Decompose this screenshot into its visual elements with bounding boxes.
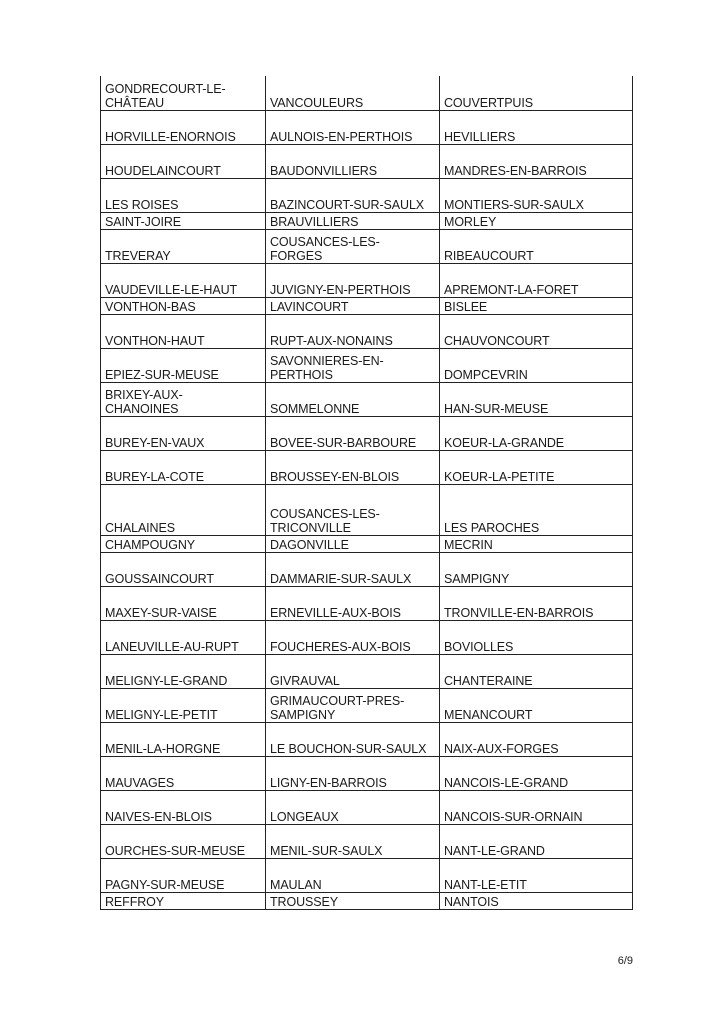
table-cell-col1: BUREY-LA-COTE <box>101 450 266 484</box>
table-row <box>101 212 633 229</box>
table-row <box>101 586 633 620</box>
table-cell-col2: MAULAN <box>266 858 440 892</box>
table-row <box>101 688 633 722</box>
table-cell-col1: HOUDELAINCOURT <box>101 144 266 178</box>
table-cell-col2: VANCOULEURS <box>266 76 440 110</box>
table-cell-col2: DAMMARIE-SUR-SAULX <box>266 552 440 586</box>
table-cell-col2: COUSANCES-LES- TRICONVILLE <box>266 484 440 535</box>
table-cell-col3: NANCOIS-SUR-ORNAIN <box>440 790 633 824</box>
table-row <box>101 450 633 484</box>
table-cell-col2: JUVIGNY-EN-PERTHOIS <box>266 263 440 297</box>
table-cell-col2: AULNOIS-EN-PERTHOIS <box>266 110 440 144</box>
table-row <box>101 348 633 382</box>
table-cell-col2: BAUDONVILLIERS <box>266 144 440 178</box>
table-row <box>101 722 633 756</box>
table-cell-col3: RIBEAUCOURT <box>440 229 633 263</box>
table-cell-col2: BROUSSEY-EN-BLOIS <box>266 450 440 484</box>
table-row <box>101 314 633 348</box>
table-cell-col2: ERNEVILLE-AUX-BOIS <box>266 586 440 620</box>
table-cell-col3: LES PAROCHES <box>440 484 633 535</box>
table-row <box>101 110 633 144</box>
table-row <box>101 620 633 654</box>
table-cell-col1: TREVERAY <box>101 229 266 263</box>
table-cell-col2: LONGEAUX <box>266 790 440 824</box>
table-row <box>101 790 633 824</box>
table-cell-col2: GRIMAUCOURT-PRES- SAMPIGNY <box>266 688 440 722</box>
table-cell-col2: SAVONNIERES-EN- PERTHOIS <box>266 348 440 382</box>
table-cell-col1: BRIXEY-AUX- CHANOINES <box>101 382 266 416</box>
table-cell-col3: CHANTERAINE <box>440 654 633 688</box>
table-cell-col2: BAZINCOURT-SUR-SAULX <box>266 178 440 212</box>
table-cell-col2: LE BOUCHON-SUR-SAULX <box>266 722 440 756</box>
table-cell-col3: MANDRES-EN-BARROIS <box>440 144 633 178</box>
table-cell-col1: CHAMPOUGNY <box>101 535 266 552</box>
table-cell-col1: MENIL-LA-HORGNE <box>101 722 266 756</box>
table-cell-col1: LANEUVILLE-AU-RUPT <box>101 620 266 654</box>
table-row <box>101 178 633 212</box>
table-cell-col3: NANCOIS-LE-GRAND <box>440 756 633 790</box>
table-cell-col3: MECRIN <box>440 535 633 552</box>
table-cell-col1: VONTHON-HAUT <box>101 314 266 348</box>
table-cell-col1: CHALAINES <box>101 484 266 535</box>
table-row <box>101 382 633 416</box>
communes-table <box>100 76 633 910</box>
table-cell-col1: MELIGNY-LE-GRAND <box>101 654 266 688</box>
table-cell-col3: SAMPIGNY <box>440 552 633 586</box>
table-row <box>101 263 633 297</box>
table-cell-col3: NANT-LE-GRAND <box>440 824 633 858</box>
table-cell-col2: TROUSSEY <box>266 892 440 909</box>
table-cell-col3: DOMPCEVRIN <box>440 348 633 382</box>
table-cell-col2: COUSANCES-LES- FORGES <box>266 229 440 263</box>
table-cell-col1: VAUDEVILLE-LE-HAUT <box>101 263 266 297</box>
table-cell-col2: SOMMELONNE <box>266 382 440 416</box>
table-cell-col3: HEVILLIERS <box>440 110 633 144</box>
table-row <box>101 552 633 586</box>
table-cell-col3: NAIX-AUX-FORGES <box>440 722 633 756</box>
table-cell-col2: GIVRAUVAL <box>266 654 440 688</box>
table-row <box>101 892 633 909</box>
table-cell-col3: BISLEE <box>440 297 633 314</box>
table-row <box>101 654 633 688</box>
table-cell-col1: MELIGNY-LE-PETIT <box>101 688 266 722</box>
table-cell-col1: MAUVAGES <box>101 756 266 790</box>
table-row <box>101 76 633 110</box>
table-row <box>101 484 633 535</box>
table-cell-col3: MENANCOURT <box>440 688 633 722</box>
table-cell-col3: CHAUVONCOURT <box>440 314 633 348</box>
table-cell-col1: NAIVES-EN-BLOIS <box>101 790 266 824</box>
table-cell-col3: COUVERTPUIS <box>440 76 633 110</box>
table-cell-col1: GOUSSAINCOURT <box>101 552 266 586</box>
table-cell-col3: MONTIERS-SUR-SAULX <box>440 178 633 212</box>
table-cell-col3: MORLEY <box>440 212 633 229</box>
table-cell-col2: FOUCHERES-AUX-BOIS <box>266 620 440 654</box>
table-row <box>101 824 633 858</box>
table-cell-col1: SAINT-JOIRE <box>101 212 266 229</box>
table-cell-col1: PAGNY-SUR-MEUSE <box>101 858 266 892</box>
table-cell-col1: HORVILLE-ENORNOIS <box>101 110 266 144</box>
table-row <box>101 144 633 178</box>
table-cell-col2: RUPT-AUX-NONAINS <box>266 314 440 348</box>
table-cell-col3: KOEUR-LA-PETITE <box>440 450 633 484</box>
table-cell-col3: TRONVILLE-EN-BARROIS <box>440 586 633 620</box>
table-cell-col1: LES ROISES <box>101 178 266 212</box>
table-row <box>101 756 633 790</box>
table-cell-col1: MAXEY-SUR-VAISE <box>101 586 266 620</box>
table-cell-col2: MENIL-SUR-SAULX <box>266 824 440 858</box>
table-row <box>101 858 633 892</box>
table-cell-col1: OURCHES-SUR-MEUSE <box>101 824 266 858</box>
table-cell-col3: BOVIOLLES <box>440 620 633 654</box>
table-cell-col1: BUREY-EN-VAUX <box>101 416 266 450</box>
table-cell-col1: VONTHON-BAS <box>101 297 266 314</box>
table-cell-col3: HAN-SUR-MEUSE <box>440 382 633 416</box>
table-row <box>101 229 633 263</box>
table-cell-col1: GONDRECOURT-LE- CHÂTEAU <box>101 76 266 110</box>
table-cell-col3: NANTOIS <box>440 892 633 909</box>
table-cell-col3: APREMONT-LA-FORET <box>440 263 633 297</box>
table-cell-col2: BOVEE-SUR-BARBOURE <box>266 416 440 450</box>
table-row <box>101 535 633 552</box>
page-number: 6/9 <box>617 955 633 967</box>
table-cell-col1: REFFROY <box>101 892 266 909</box>
table-cell-col2: BRAUVILLIERS <box>266 212 440 229</box>
table-row <box>101 416 633 450</box>
table-cell-col1: EPIEZ-SUR-MEUSE <box>101 348 266 382</box>
table-cell-col3: KOEUR-LA-GRANDE <box>440 416 633 450</box>
table-body <box>101 76 633 909</box>
table-row <box>101 297 633 314</box>
table-cell-col3: NANT-LE-ETIT <box>440 858 633 892</box>
table-cell-col2: LIGNY-EN-BARROIS <box>266 756 440 790</box>
table-cell-col2: LAVINCOURT <box>266 297 440 314</box>
table-cell-col2: DAGONVILLE <box>266 535 440 552</box>
